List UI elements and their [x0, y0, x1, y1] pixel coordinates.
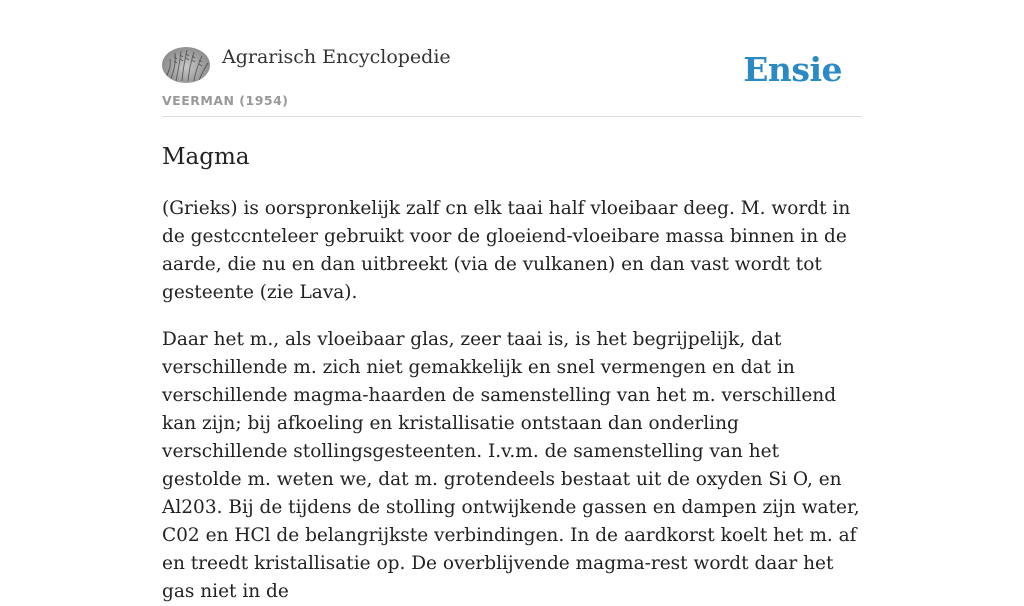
publication-title[interactable]: Agrarisch Encyclopedie — [222, 46, 451, 68]
publication-header — [162, 0, 862, 117]
wheat-engraving-icon[interactable] — [162, 47, 210, 83]
article-title: Magma — [162, 144, 250, 170]
brand-logo-link[interactable]: Ensie — [743, 50, 842, 89]
page — [162, 0, 862, 606]
article-paragraph: Daar het m., als vloeibaar glas, zeer taai is, is het begrijpelijk, dat verschillende m. zich niet gemakkelijk en snel vermengen en dat in verschillende magma-haarden de samenstelling van het m. verschillend kan zijn; bij afkoeling en kristallisatie ontstaan dan onderling verschillende stollingsgesteenten. I.v.m. de samenstelling van het gestolde m. weten we, dat m. grotendeels bestaat uit de oxyden Si O, en Al203. Bij de tijdens de stolling ontwijkende gassen en dampen zijn water, C02 en HCl de belangrijkste verbindingen. In de aardkorst koelt het m. af en treedt kristallisatie op. De overblijvende magma-rest wordt daar het gas niet in de — [162, 329, 860, 602]
publication-edition: VEERMAN (1954) — [162, 93, 289, 108]
article-paragraph: (Grieks) is oorspronkelijk zalf cn elk taai half vloeibaar deeg. M. wordt in de gestccnteleer gebruikt voor de gloeiend-vloeibare massa binnen in de aarde, die nu en dan uitbreekt (via de vulkanen) en dan vast wordt tot gesteente (zie Lava). — [162, 198, 851, 303]
